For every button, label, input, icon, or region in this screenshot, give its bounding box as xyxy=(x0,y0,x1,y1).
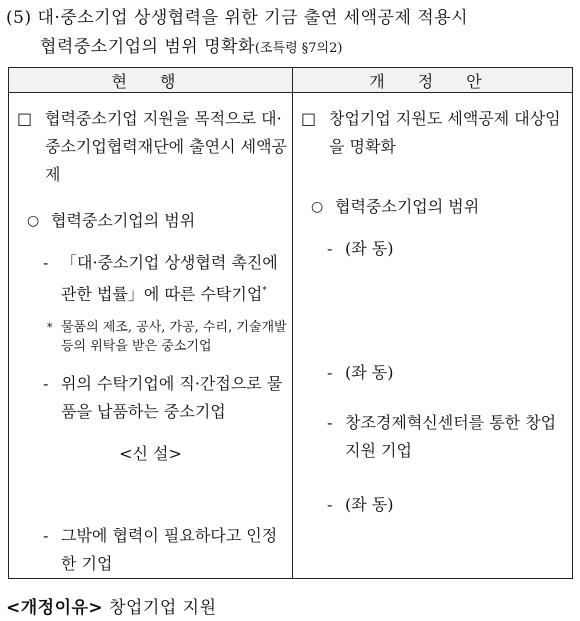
reason-label: <개정이유> xyxy=(6,598,104,618)
heading-line-2 xyxy=(6,33,576,63)
current-note-text: 물품의 제조, 공사, 가공, 수리, 기술개발 등의 위탁을 받은 중소기업 xyxy=(61,320,287,355)
revised-circle-item xyxy=(313,193,570,221)
heading-title-line1: 대·중소기업 상생협력을 위한 기금 출연 세액공제 적용시 xyxy=(37,8,469,28)
revised-column xyxy=(293,93,573,579)
revised-dash-new xyxy=(327,409,570,465)
current-dash-item-3 xyxy=(43,522,290,578)
current-new-placeholder: <신 설> xyxy=(119,444,182,464)
dash-bullet-icon: - xyxy=(43,526,49,546)
circle-bullet-icon: ○ xyxy=(27,213,40,229)
current-box-item xyxy=(17,105,290,189)
current-column xyxy=(9,93,293,579)
revised-dash-new-text: 창조경제혁신센터를 통한 창업지원 기업 xyxy=(345,413,557,460)
dash-bullet-icon: - xyxy=(43,253,49,272)
dash-bullet-icon: - xyxy=(327,495,333,514)
current-circle-text: 협력중소기업의 범위 xyxy=(51,211,196,230)
table-body-row xyxy=(9,93,573,579)
asterisk-icon: * xyxy=(47,321,53,335)
heading-title-line2: 협력중소기업의 범위 명확화 xyxy=(40,37,255,57)
dash-bullet-icon: - xyxy=(327,363,333,382)
header-current: 현 행 xyxy=(9,68,293,93)
current-note-item xyxy=(47,318,290,356)
current-box-text: 협력중소기업 지원을 목적으로 대·중소기업협력재단에 출연시 세액공제 xyxy=(45,109,288,184)
dash-bullet-icon: - xyxy=(327,239,333,258)
current-dash-item-2 xyxy=(43,370,290,426)
dash-bullet-icon: - xyxy=(43,374,49,394)
footnote-marker: * xyxy=(262,286,267,296)
heading-number: (5) xyxy=(6,8,32,28)
revised-same-3 xyxy=(327,491,570,519)
checkbox-icon: □ xyxy=(301,109,317,128)
reason-text: 창업기업 지원 xyxy=(109,598,217,618)
revised-same-2 xyxy=(327,359,570,387)
current-circle-item xyxy=(29,207,290,235)
revised-same1-text: (좌 동) xyxy=(345,239,394,258)
header-revised: 개 정 안 xyxy=(293,68,573,93)
heading-reference: (조특령 §7의2) xyxy=(254,41,343,56)
comparison-table xyxy=(8,67,573,579)
dash-bullet-icon: - xyxy=(327,413,333,432)
revised-same3-text: (좌 동) xyxy=(345,495,394,514)
heading-line-1 xyxy=(6,4,576,33)
section-heading xyxy=(6,4,576,63)
revised-same2-text: (좌 동) xyxy=(345,363,394,382)
revision-reason xyxy=(6,593,217,618)
revised-circle-text: 협력중소기업의 범위 xyxy=(335,197,480,216)
checkbox-icon: □ xyxy=(17,109,33,128)
current-dash2-text: 위의 수탁기업에 직·간접으로 물품을 납품하는 중소기업 xyxy=(61,374,283,422)
current-dash3-text: 그밖에 협력이 필요하다고 인정한 기업 xyxy=(61,526,278,574)
table-header-row xyxy=(9,68,573,93)
revised-box-item xyxy=(301,105,570,161)
circle-bullet-icon: ○ xyxy=(311,199,324,215)
revised-box-text: 창업기업 지원도 세액공제 대상임을 명확화 xyxy=(329,109,561,156)
current-dash-item-1 xyxy=(43,249,290,308)
current-dash1-text: 「대·중소기업 상생협력 촉진에 관한 법률」에 따른 수탁기업 xyxy=(61,253,278,304)
revised-same-1 xyxy=(327,235,570,263)
